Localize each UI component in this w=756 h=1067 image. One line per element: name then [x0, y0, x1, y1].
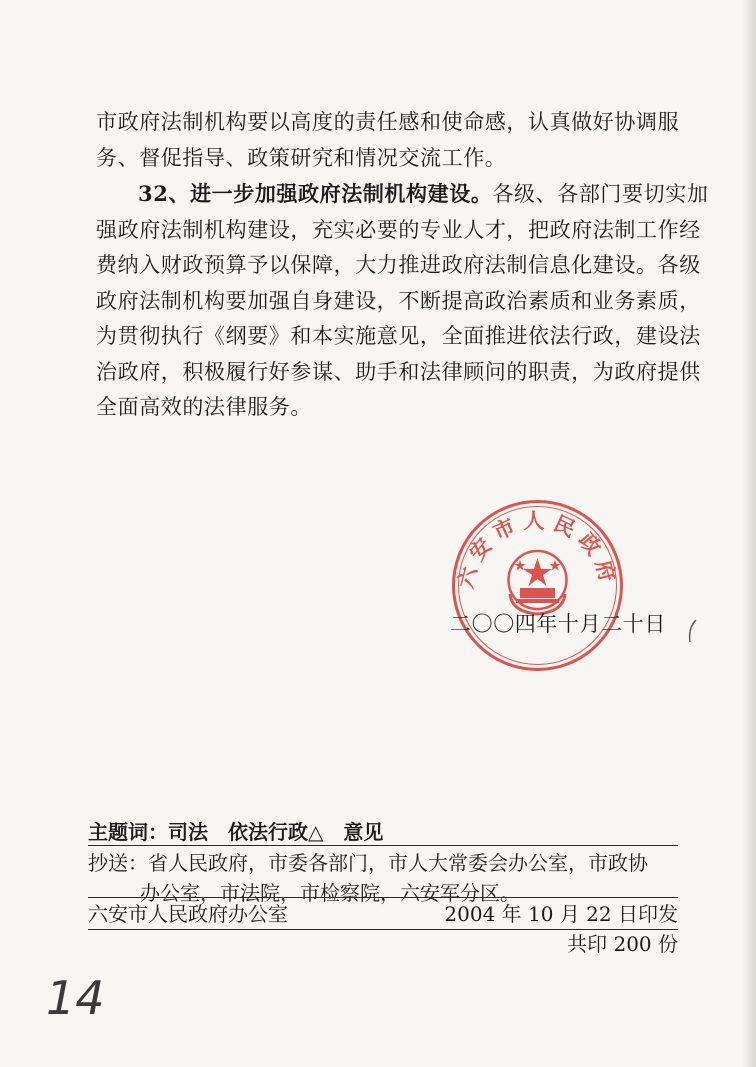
- official-seal: [450, 498, 625, 673]
- copies-count: 共印 200 份: [567, 932, 678, 956]
- cc-line: 抄送：省人民政府，市委各部门，市人大常委会办公室，市政协: [88, 851, 648, 875]
- scan-edge-shadow: [742, 0, 756, 1067]
- issuer-name: 六安市人民政府办公室: [88, 902, 288, 926]
- body-line: 全面高效的法律服务。: [96, 395, 312, 419]
- divider: [88, 897, 678, 898]
- signature-date: 二〇〇四年十月二十日: [450, 612, 666, 636]
- print-date: 2004 年 10 月 22 日印发: [444, 902, 678, 926]
- subject-keywords: [88, 816, 678, 845]
- page-number-text: 14: [46, 971, 105, 1025]
- document-body: [96, 105, 709, 426]
- item-32-line: [96, 176, 709, 213]
- body-line: 政府法制机构要加强自身建设，不断提高政治素质和业务素质，: [96, 288, 701, 313]
- subject-label: 主题词：: [88, 820, 168, 844]
- issuer-row: [88, 899, 678, 956]
- body-line: 强政府法制机构建设，充实必要的专业人才，把政府法制工作经: [96, 217, 701, 242]
- body-line: 为贯彻执行《纲要》和本实施意见，全面推进依法行政，建设法: [96, 324, 701, 348]
- body-line: 务、督促指导、政策研究和情况交流工作。: [96, 145, 507, 170]
- divider: [88, 845, 678, 846]
- national-emblem-icon: [509, 551, 567, 614]
- item-32-text: 各级、各部门要切实加: [492, 182, 709, 206]
- handwritten-page-number: [44, 966, 105, 1025]
- cc-line: 办公室，市法院，市检察院，六安军分区。: [140, 881, 520, 905]
- subject-terms: 司法 依法行政△ 意见: [168, 820, 384, 844]
- body-line: 市政府法制机构要以高度的责任感和使命感，认真做好协调服: [96, 110, 680, 134]
- body-line: 治政府，积极履行好参谋、助手和法律顾问的职责，为政府提供: [96, 359, 701, 384]
- pen-mark-icon: [680, 616, 710, 646]
- item-32-heading: 32、进一步加强政府法制机构建设。: [138, 181, 493, 206]
- divider: [88, 929, 678, 930]
- seal-text: 六安市人民政府: [452, 508, 623, 591]
- body-line: 费纳入财政预算予以保障，大力推进政府法制信息化建设。各级: [96, 253, 701, 277]
